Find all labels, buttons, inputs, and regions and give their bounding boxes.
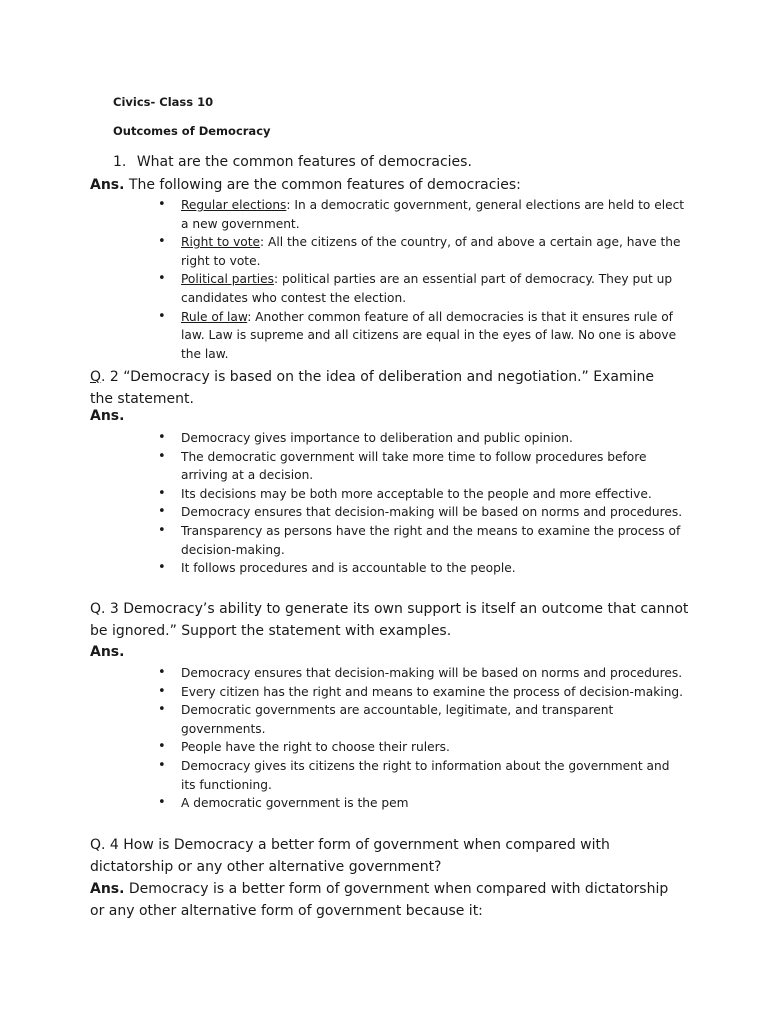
list-item: • The democratic government will take more time to follow procedures before arriving at a decision. <box>157 448 687 485</box>
q3-question: Q. 3 Democracy’s ability to generate its own support is itself an outcome that cannot be ignored.” Support the statement with examples. <box>90 601 689 639</box>
list-item: • Every citizen has the right and means to examine the process of decision-making. <box>157 683 687 702</box>
list-item: • People have the right to choose their rulers. <box>157 738 687 757</box>
q4-ans-label: Ans. <box>90 881 125 897</box>
list-item: • Democracy gives its citizens the right to information about the government and its functioning. <box>157 757 687 794</box>
q1-intro: The following are the common features of democracies: <box>124 177 521 193</box>
list-item: • Democracy ensures that decision-making will be based on norms and procedures. <box>157 503 687 522</box>
q1-question <box>113 154 472 170</box>
q4-answer-text: Democracy is a better form of government when compared with dictatorship or any other alternative form of government because it: <box>90 881 669 919</box>
q2-prefix: Q <box>90 369 102 385</box>
list-item: • Rule of law: Another common feature of all democracies is that it ensures rule of law. Law is supreme and all citizens are equal in the eyes of law. No one is above the law. <box>157 308 687 364</box>
list-item: • A democratic government is the pem <box>157 794 687 813</box>
q1-ans-label: Ans. <box>90 177 125 193</box>
q2-text: . 2 “Democracy is based on the idea of deliberation and negotiation.” Examine the statement. <box>90 369 654 407</box>
chapter-heading: Outcomes of Democracy <box>113 124 271 138</box>
q2-bullet-list <box>157 429 687 578</box>
list-item: • Its decisions may be both more acceptable to the people and more effective. <box>157 485 687 504</box>
list-item: • It follows procedures and is accountable to the people. <box>157 559 687 578</box>
list-item: • Democracy gives importance to deliberation and public opinion. <box>157 429 687 448</box>
q1-number: 1. <box>113 154 127 170</box>
list-item: • Democracy ensures that decision-making will be based on norms and procedures. <box>157 664 687 683</box>
q4-answer <box>90 878 670 922</box>
q3-bullet-list <box>157 664 687 813</box>
list-item: • Political parties: political parties are an essential part of democracy. They put up candidates who contest the election. <box>157 270 687 307</box>
q1-answer-intro <box>90 177 521 193</box>
list-item: • Transparency as persons have the right and the means to examine the process of decision-making. <box>157 522 687 559</box>
list-item: • Regular elections: In a democratic government, general elections are held to elect a new government. <box>157 196 687 233</box>
list-item: • Democratic governments are accountable, legitimate, and transparent governments. <box>157 701 687 738</box>
subject-heading: Civics- Class 10 <box>113 95 214 109</box>
q2-ans-label: Ans. <box>90 408 125 424</box>
list-item: • Right to vote: All the citizens of the country, of and above a certain age, have the right to vote. <box>157 233 687 270</box>
q3-ans-label: Ans. <box>90 644 125 660</box>
q2-question <box>90 366 660 410</box>
q4-question: Q. 4 How is Democracy a better form of government when compared with dictatorship or any other alternative government? <box>90 837 610 875</box>
q1-text: What are the common features of democracies. <box>136 154 472 170</box>
q1-bullet-list <box>157 196 687 363</box>
